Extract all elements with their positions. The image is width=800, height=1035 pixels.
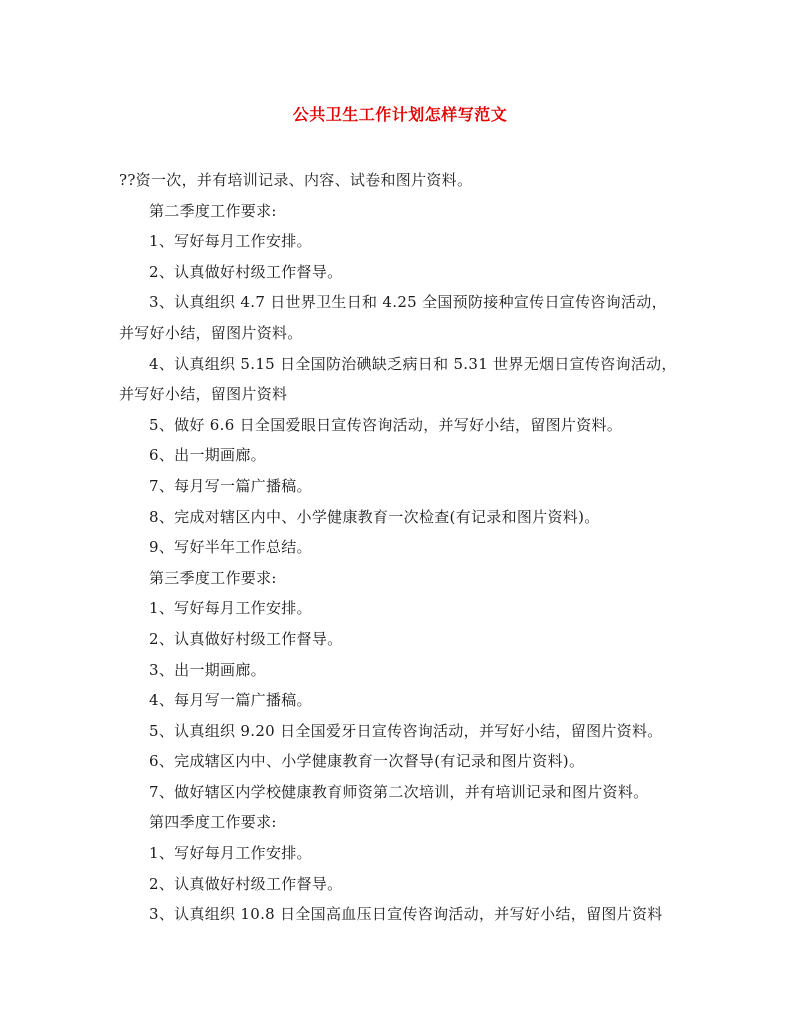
body-line: 1、写好每月工作安排。 (149, 844, 312, 863)
body-line: 5、认真组织 9.20 日全国爱牙日宣传咨询活动，并写好小结，留图片资料。 (149, 721, 663, 740)
body-line: 4、每月写一篇广播稿。 (149, 691, 312, 710)
body-line: 9、写好半年工作总结。 (149, 538, 312, 557)
body-line: 7、每月写一篇广播稿。 (149, 476, 312, 495)
document-title: 公共卫生工作计划怎样写范文 (292, 105, 508, 124)
document-body (119, 165, 679, 930)
body-line: 2、认真做好村级工作督导。 (149, 874, 343, 893)
body-line: 第三季度工作要求: (149, 568, 277, 587)
body-line: 6、出一期画廊。 (149, 446, 266, 465)
body-line: 3、认真组织 4.7 日世界卫生日和 4.25 全国预防接种宣传日宣传咨询活动， (149, 293, 667, 312)
body-line: 第二季度工作要求: (149, 201, 277, 220)
body-line: 6、完成辖区内中、小学健康教育一次督导(有记录和图片资料)。 (149, 752, 585, 771)
body-line: 并写好小结，留图片资料。 (119, 323, 303, 342)
body-line: 1、写好每月工作安排。 (149, 599, 312, 618)
body-line: 3、认真组织 10.8 日全国高血压日宣传咨询活动，并写好小结，留图片资料 (149, 905, 663, 924)
body-line: 8、完成对辖区内中、小学健康教育一次检查(有记录和图片资料)。 (149, 507, 600, 526)
body-line: 5、做好 6.6 日全国爱眼日宣传咨询活动，并写好小结，留图片资料。 (149, 415, 623, 434)
body-line: ??资一次，并有培训记录、内容、试卷和图片资料。 (119, 171, 473, 189)
body-line: 第四季度工作要求: (149, 813, 277, 832)
body-line: 1、写好每月工作安排。 (149, 232, 312, 251)
body-line: 2、认真做好村级工作督导。 (149, 629, 343, 648)
body-line: 并写好小结，留图片资料 (119, 385, 288, 404)
body-line: 4、认真组织 5.15 日全国防治碘缺乏病日和 5.31 世界无烟日宣传咨询活动， (149, 354, 677, 373)
body-line: 7、做好辖区内学校健康教育师资第二次培训，并有培训记录和图片资料。 (149, 782, 649, 801)
body-line: 2、认真做好村级工作督导。 (149, 262, 343, 281)
body-line: 3、出一期画廊。 (149, 660, 266, 679)
